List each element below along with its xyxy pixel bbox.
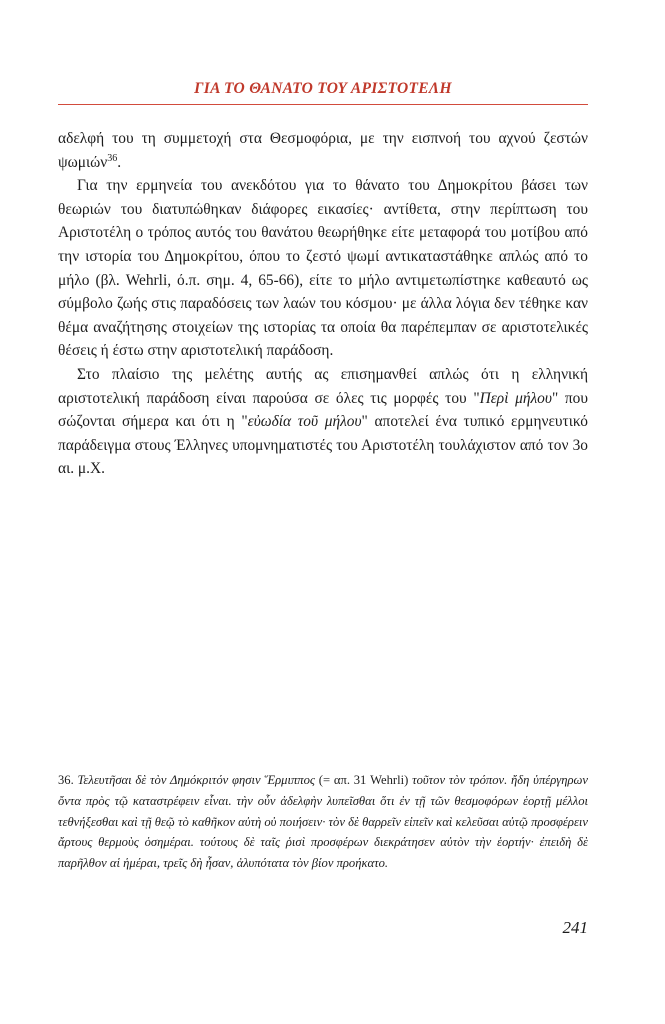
footnote-number: 36. [58,773,74,787]
paragraph-1 [58,127,588,174]
page-number: 241 [562,918,588,937]
paragraph-1-tail: . [117,153,122,171]
paragraph-3 [58,363,588,481]
footnote-text-part2: τοῦτον τὸν τρόπον. ἤδη ὑπέργηρων ὄντα πρὸς τῷ καταστρέφειν εἶναι. τὴν οὖν ἀδελφὴν λυπεῖσθαι ὅτι ἐν τῇ τῶν θεσμοφόρων ἑορτῇ μέλλοι τεθνήξεσθαι καὶ τῇ θεῷ τὸ καθῆκον αὐτὴ οὐ ποιήσειν· τὸν δὲ θαρρεῖν εἰπεῖν καὶ κελεῦσαι αὐτῷ προσφέρειν ἄρτους θερμοὺς ὁσημέραι. τούτους δὲ ταῖς ῥισὶ προσφέρων διεκράτησεν αὐτὸν τὴν ἑορτήν· ἐπειδὴ δὲ παρῆλθον αἱ ἡμέραι, τρεῖς δὴ ἦσαν, ἀλυπότατα τὸν βίον προήκατο. [58,773,588,871]
footnote-reference: 36 [107,152,118,164]
footnote-36 [58,770,588,874]
phrase-euodia-tou-melou: εὐωδία τοῦ μήλου [247,413,362,431]
paragraph-3-part2: " που σώζονται σήμερα και ότι η " [58,389,588,431]
paragraph-1-text: αδελφή του τη συμμετοχή στα Θεσμοφόρια, με την εισπνοή του αχνού ζεστών ψωμιών [58,130,588,171]
main-text [58,127,588,481]
paragraph-2: Για την ερμηνεία του ανεκδότου για το θάνατο του Δημοκρίτου βάσει των θεωριών του διατυπώθηκαν διάφορες εικασίες· αντίθετα, στην περίπτωση του Αριστοτέλη ο τρόπος αυτός του θανάτου θεωρήθηκε είτε μεταφορά του μοτίβου από την ιστορία του Δημοκρίτου, όπου το ζεστό ψωμί αντικαταστάθηκε απλώς από το μήλο (βλ. Wehrli, ό.π. σημ. 4, 65-66), είτε το μήλο αντιμετωπίστηκε καθεαυτό ως σύμβολο ζωής στις παραδόσεις των λαών του κόσμου· με άλλα λόγια δεν τέθηκε καν θέμα αναζήτησης στοιχείων της ιστορίας τα οποία θα παρέπεμπαν σε αριστοτελικές θέσεις ή έστω στην αριστοτελική παράδοση. [58,177,588,360]
running-head: ΓΙΑ ΤΟ ΘΑΝΑΤΟ ΤΟΥ ΑΡΙΣΤΟΤΕΛΗ [194,80,452,97]
footnote-citation: (= απ. 31 Wehrli) [318,773,409,787]
header-rule [58,104,588,105]
work-title-peri-melou: Περὶ μήλου [479,389,552,407]
paragraph-3-part3: " αποτελεί ένα τυπικό ερμηνευτικό παράδειγμα στους Έλληνες υπομνηματιστές του Αριστοτέλη τουλάχιστον από τον 3ο αι. μ.Χ. [58,413,588,478]
footnote-text-part1: Τελευτῆσαι δὲ τὸν Δημόκριτόν φησιν Ἕρμιππος [77,773,315,787]
paragraph-3-part1: Στο πλαίσιο της μελέτης αυτής ας επισημανθεί απλώς ότι η ελληνική αριστοτελική παράδοση είναι παρούσα σε όλες τις μορφές του " [58,365,588,407]
